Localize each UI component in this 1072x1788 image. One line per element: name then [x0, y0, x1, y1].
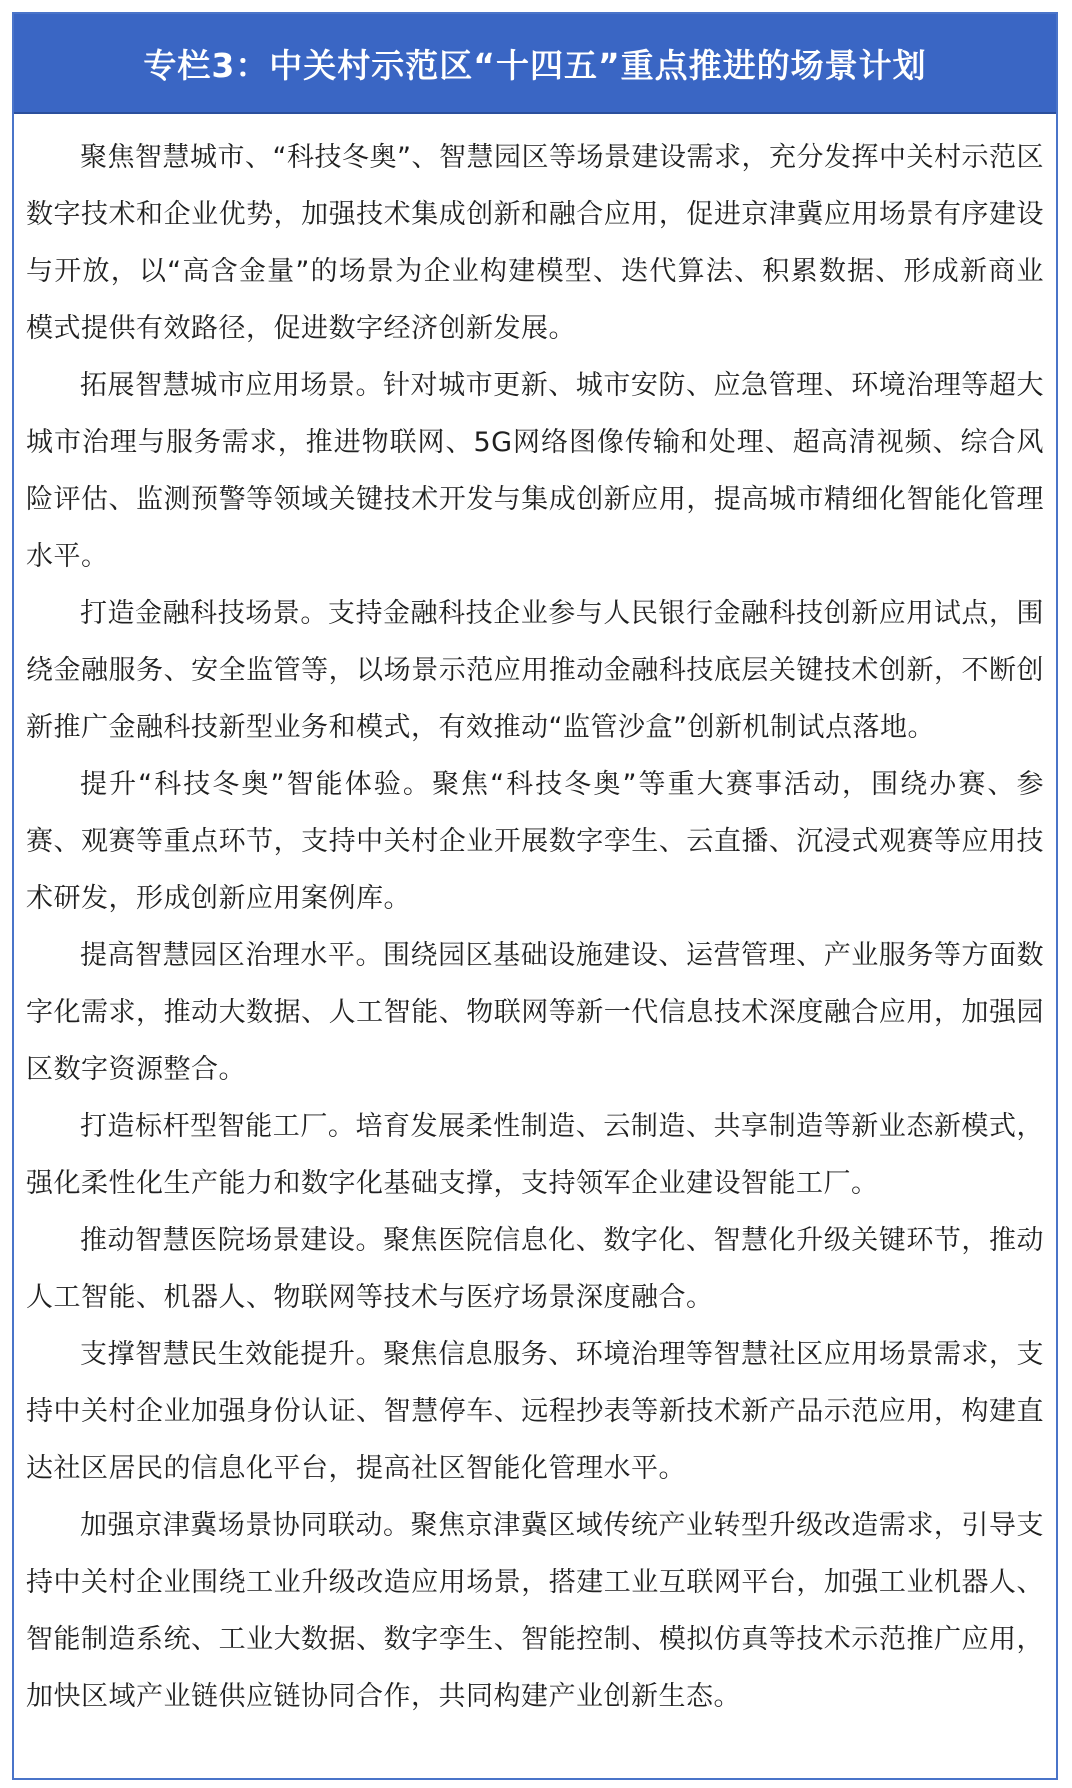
column-title: 专栏3：中关村示范区“十四五”重点推进的场景计划: [143, 45, 927, 85]
paragraph-jingjinji: 加强京津冀场景协同联动。聚焦京津冀区域传统产业转型升级改造需求，引导支持中关村企业围绕工业升级改造应用场景，搭建工业互联网平台，加强工业机器人、智能制造系统、工业大数据、数字孪生、智能控制、模拟仿真等技术示范推广应用，加快区域产业链供应链协同合作，共同构建产业创新生态。: [26, 1510, 1044, 1712]
column-body: [26, 129, 1044, 1725]
paragraph-smart-factory: 打造标杆型智能工厂。培育发展柔性制造、云制造、共享制造等新业态新模式，强化柔性化生产能力和数字化基础支撑，支持领军企业建设智能工厂。: [26, 1111, 1044, 1199]
column-header: [14, 14, 1056, 114]
paragraph-smart-city: 拓展智慧城市应用场景。针对城市更新、城市安防、应急管理、环境治理等超大城市治理与服务需求，推进物联网、5G网络图像传输和处理、超高清视频、综合风险评估、监测预警等领域关键技术开发与集成创新应用，提高城市精细化智能化管理水平。: [26, 370, 1044, 572]
paragraph-smart-community: 支撑智慧民生效能提升。聚焦信息服务、环境治理等智慧社区应用场景需求，支持中关村企业加强身份认证、智慧停车、远程抄表等新技术新产品示范应用，构建直达社区居民的信息化平台，提高社区智能化管理水平。: [26, 1339, 1044, 1484]
paragraph-fintech: 打造金融科技场景。支持金融科技企业参与人民银行金融科技创新应用试点，围绕金融服务、安全监管等，以场景示范应用推动金融科技底层关键技术创新，不断创新推广金融科技新型业务和模式，有效推动“监管沙盒”创新机制试点落地。: [26, 598, 1044, 743]
paragraph-winter-olympics: 提升“科技冬奥”智能体验。聚焦“科技冬奥”等重大赛事活动，围绕办赛、参赛、观赛等重点环节，支持中关村企业开展数字孪生、云直播、沉浸式观赛等应用技术研发，形成创新应用案例库。: [26, 769, 1044, 914]
paragraph-smart-park: 提高智慧园区治理水平。围绕园区基础设施建设、运营管理、产业服务等方面数字化需求，推动大数据、人工智能、物联网等新一代信息技术深度融合应用，加强园区数字资源整合。: [26, 940, 1044, 1085]
paragraph-intro: 聚焦智慧城市、“科技冬奥”、智慧园区等场景建设需求，充分发挥中关村示范区数字技术和企业优势，加强技术集成创新和融合应用，促进京津冀应用场景有序建设与开放，以“高含金量”的场景为企业构建模型、迭代算法、积累数据、形成新商业模式提供有效路径，促进数字经济创新发展。: [26, 142, 1044, 344]
paragraph-smart-hospital: 推动智慧医院场景建设。聚焦医院信息化、数字化、智慧化升级关键环节，推动人工智能、机器人、物联网等技术与医疗场景深度融合。: [26, 1225, 1044, 1313]
column-box: [12, 12, 1058, 1780]
